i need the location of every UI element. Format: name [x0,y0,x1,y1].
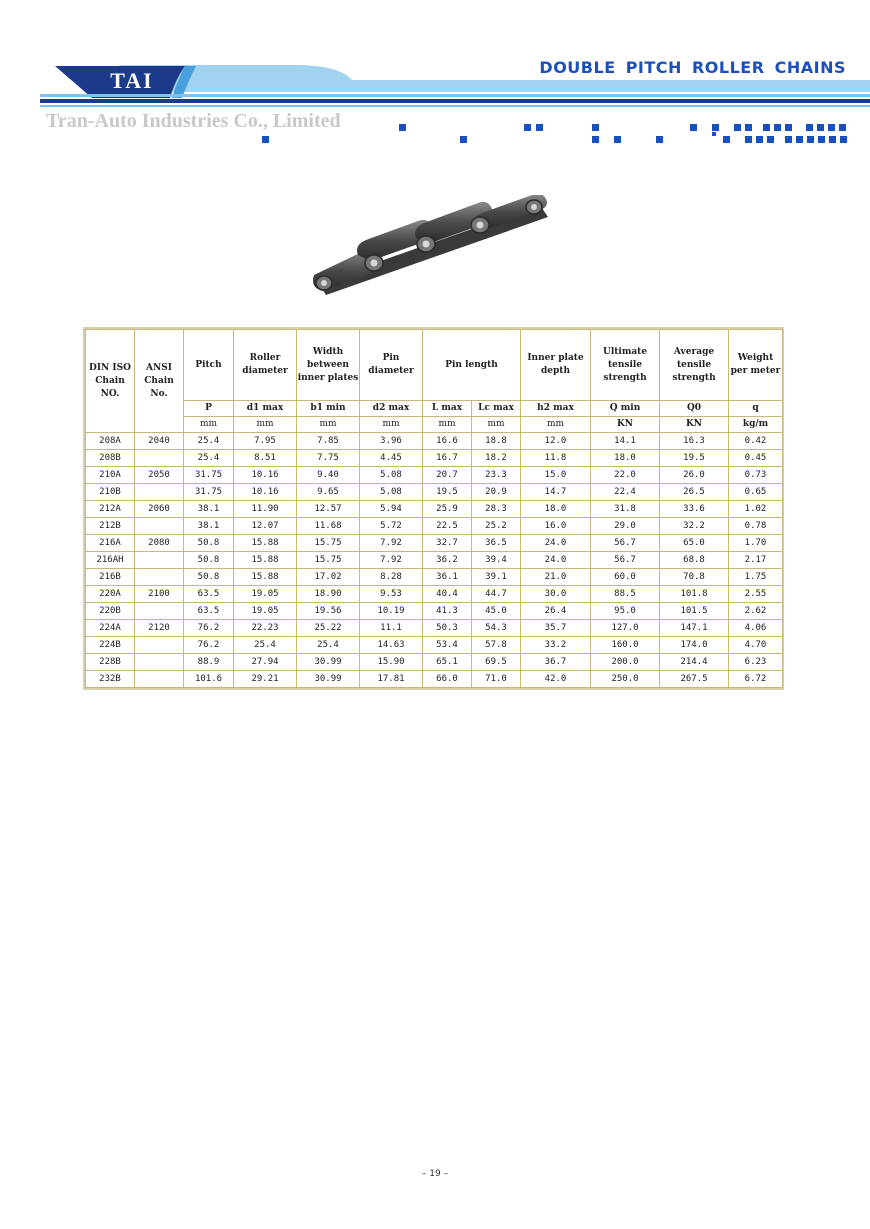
col-header: DIN ISO Chain NO. [86,330,135,433]
table-cell: 2060 [135,501,184,518]
table-cell: 25.22 [297,620,360,637]
table-cell: 9.65 [297,484,360,501]
table-cell: 214.4 [660,654,729,671]
table-cell: 27.94 [234,654,297,671]
table-cell: 33.2 [521,637,591,654]
table-cell: 8.51 [234,450,297,467]
table-cell: 30.99 [297,671,360,688]
symbol-cell: P [184,401,234,417]
table-cell: 88.5 [591,586,660,603]
table-cell: 32.7 [423,535,472,552]
table-cell: 31.75 [184,484,234,501]
table-cell: 25.2 [472,518,521,535]
symbol-cell: d2 max [360,401,423,417]
symbol-cell: d1 max [234,401,297,417]
table-cell: 25.4 [184,450,234,467]
company-name: Tran-Auto Industries Co., Limited [46,110,341,132]
table-cell: 216AH [86,552,135,569]
table-cell: 26.5 [660,484,729,501]
table-cell: 208B [86,450,135,467]
table-cell [135,450,184,467]
table-cell: 68.8 [660,552,729,569]
table-cell: 224B [86,637,135,654]
table-cell: 50.8 [184,569,234,586]
table-cell: 16.0 [521,518,591,535]
table-cell: 0.65 [729,484,783,501]
table-row [86,586,783,603]
table-cell: 56.7 [591,552,660,569]
table-cell: 18.0 [521,501,591,518]
table-cell: 18.8 [472,433,521,450]
table-cell: 2.17 [729,552,783,569]
symbol-cell: q [729,401,783,417]
table-cell: 35.7 [521,620,591,637]
symbol-cell: b1 min [297,401,360,417]
table-cell: 5.72 [360,518,423,535]
table-row [86,603,783,620]
table-cell: 0.42 [729,433,783,450]
table-cell: 31.75 [184,467,234,484]
table-cell: 3.96 [360,433,423,450]
symbol-cell: h2 max [521,401,591,417]
table-cell: 28.3 [472,501,521,518]
unit-cell: mm [360,417,423,433]
symbol-cell: L max [423,401,472,417]
table-cell: 65.1 [423,654,472,671]
table-cell: 228B [86,654,135,671]
table-cell: 9.40 [297,467,360,484]
table-cell: 19.05 [234,586,297,603]
table-cell: 20.7 [423,467,472,484]
table-cell: 5.08 [360,467,423,484]
table-cell: 2100 [135,586,184,603]
table-cell: 0.78 [729,518,783,535]
col-header: Pitch [184,330,234,401]
symbol-cell: Q0 [660,401,729,417]
table-cell: 10.16 [234,484,297,501]
page-number: – 19 – [421,1169,449,1179]
table-row [86,501,783,518]
table-cell: 208A [86,433,135,450]
table-cell: 20.9 [472,484,521,501]
table-cell: 15.90 [360,654,423,671]
symbol-cell: Lc max [472,401,521,417]
table-cell: 0.73 [729,467,783,484]
table-cell: 6.23 [729,654,783,671]
table-cell: 17.81 [360,671,423,688]
table-cell: 25.4 [297,637,360,654]
table-cell: 101.6 [184,671,234,688]
table-cell: 216B [86,569,135,586]
table-cell: 32.2 [660,518,729,535]
table-cell: 212B [86,518,135,535]
table-cell: 5.08 [360,484,423,501]
table-cell: 4.45 [360,450,423,467]
table-cell: 40.4 [423,586,472,603]
table-cell: 7.85 [297,433,360,450]
table-cell: 50.8 [184,535,234,552]
table-cell: 39.1 [472,569,521,586]
page-title: DOUBLE PITCH ROLLER CHAINS [539,58,846,77]
table-cell: 220B [86,603,135,620]
table-cell: 7.75 [297,450,360,467]
table-cell: 1.02 [729,501,783,518]
col-header: Average tensile strength [660,330,729,401]
table-cell: 216A [86,535,135,552]
table-cell: 65.0 [660,535,729,552]
table-cell [135,671,184,688]
table-cell: 36.1 [423,569,472,586]
table-cell: 88.9 [184,654,234,671]
table-cell: 33.6 [660,501,729,518]
spec-table [85,329,783,688]
table-cell: 2.55 [729,586,783,603]
table-cell: 38.1 [184,501,234,518]
table-cell: 11.68 [297,518,360,535]
table-row [86,433,783,450]
table-cell: 25.4 [234,637,297,654]
table-cell: 15.88 [234,535,297,552]
table-cell: 26.0 [660,467,729,484]
table-cell: 2.62 [729,603,783,620]
table-cell: 11.8 [521,450,591,467]
table-cell: 56.7 [591,535,660,552]
table-cell: 76.2 [184,637,234,654]
table-cell [135,518,184,535]
table-cell: 30.99 [297,654,360,671]
table-cell: 14.1 [591,433,660,450]
table-cell: 15.88 [234,552,297,569]
table-row [86,450,783,467]
table-row [86,569,783,586]
table-cell: 18.90 [297,586,360,603]
table-cell: 2080 [135,535,184,552]
table-cell: 1.75 [729,569,783,586]
table-cell: 22.0 [591,467,660,484]
table-cell: 53.4 [423,637,472,654]
table-cell: 14.7 [521,484,591,501]
table-row [86,467,783,484]
table-cell: 210B [86,484,135,501]
table-cell: 50.8 [184,552,234,569]
table-cell [135,569,184,586]
table-cell [135,552,184,569]
table-cell: 69.5 [472,654,521,671]
table-cell: 19.5 [423,484,472,501]
table-cell: 22.4 [591,484,660,501]
table-cell: 71.0 [472,671,521,688]
table-cell: 50.3 [423,620,472,637]
symbol-cell: Q min [591,401,660,417]
table-cell: 19.05 [234,603,297,620]
table-cell: 57.8 [472,637,521,654]
table-cell: 2050 [135,467,184,484]
table-cell: 14.63 [360,637,423,654]
table-cell: 220A [86,586,135,603]
table-cell: 54.3 [472,620,521,637]
table-cell: 25.9 [423,501,472,518]
table-cell: 18.2 [472,450,521,467]
table-cell: 36.7 [521,654,591,671]
table-cell: 63.5 [184,586,234,603]
table-row [86,518,783,535]
table-cell: 60.0 [591,569,660,586]
table-cell: 70.8 [660,569,729,586]
table-cell: 12.0 [521,433,591,450]
table-cell: 19.5 [660,450,729,467]
table-cell: 5.94 [360,501,423,518]
table-cell: 36.2 [423,552,472,569]
table-row [86,484,783,501]
table-cell: 8.28 [360,569,423,586]
table-cell: 7.92 [360,535,423,552]
table-cell: 11.90 [234,501,297,518]
decorative-squares [0,0,870,150]
table-cell [135,637,184,654]
table-cell: 6.72 [729,671,783,688]
table-cell: 1.70 [729,535,783,552]
table-cell [135,603,184,620]
table-cell: 15.75 [297,535,360,552]
table-cell: 24.0 [521,535,591,552]
table-cell: 212A [86,501,135,518]
table-cell: 2120 [135,620,184,637]
unit-cell: KN [660,417,729,433]
table-row [86,637,783,654]
table-cell: 39.4 [472,552,521,569]
table-cell: 9.53 [360,586,423,603]
table-cell: 36.5 [472,535,521,552]
table-row [86,620,783,637]
table-cell: 224A [86,620,135,637]
table-cell: 16.7 [423,450,472,467]
table-cell: 23.3 [472,467,521,484]
table-cell: 21.0 [521,569,591,586]
table-cell: 0.45 [729,450,783,467]
table-cell: 22.5 [423,518,472,535]
unit-cell: kg/m [729,417,783,433]
table-cell: 12.07 [234,518,297,535]
table-cell: 101.5 [660,603,729,620]
table-cell: 7.95 [234,433,297,450]
table-cell: 11.1 [360,620,423,637]
unit-cell: mm [184,417,234,433]
spec-table-body [86,433,783,688]
col-header: Weight per meter [729,330,783,401]
spec-table-frame [83,327,784,690]
table-cell: 232B [86,671,135,688]
table-cell: 30.0 [521,586,591,603]
table-cell: 38.1 [184,518,234,535]
table-cell: 174.0 [660,637,729,654]
table-cell: 42.0 [521,671,591,688]
table-cell: 147.1 [660,620,729,637]
table-cell: 15.0 [521,467,591,484]
table-cell: 10.19 [360,603,423,620]
table-row [86,535,783,552]
table-cell: 17.02 [297,569,360,586]
table-row [86,671,783,688]
table-cell: 267.5 [660,671,729,688]
unit-cell: mm [423,417,472,433]
col-header: ANSI Chain No. [135,330,184,433]
table-cell: 250.0 [591,671,660,688]
table-cell: 15.75 [297,552,360,569]
chain-photo [300,195,560,310]
table-cell: 18.0 [591,450,660,467]
table-cell: 41.3 [423,603,472,620]
table-cell: 10.16 [234,467,297,484]
col-header: Ultimate tensile strength [591,330,660,401]
table-cell: 31.8 [591,501,660,518]
table-row [86,552,783,569]
col-header: Pin length [423,330,521,401]
table-cell: 66.0 [423,671,472,688]
table-cell: 44.7 [472,586,521,603]
table-cell: 16.3 [660,433,729,450]
table-cell [135,484,184,501]
table-cell: 7.92 [360,552,423,569]
unit-cell: mm [297,417,360,433]
table-cell: 15.88 [234,569,297,586]
table-cell: 45.0 [472,603,521,620]
table-cell: 29.21 [234,671,297,688]
table-cell: 95.0 [591,603,660,620]
table-cell: 200.0 [591,654,660,671]
col-header: Width between inner plates [297,330,360,401]
unit-cell: mm [521,417,591,433]
logo: TAI [110,68,154,93]
table-cell: 16.6 [423,433,472,450]
table-cell: 29.0 [591,518,660,535]
table-cell [135,654,184,671]
unit-cell: KN [591,417,660,433]
table-cell: 160.0 [591,637,660,654]
table-cell: 76.2 [184,620,234,637]
table-cell: 22.23 [234,620,297,637]
table-row [86,654,783,671]
col-header: Pin diameter [360,330,423,401]
table-cell: 4.06 [729,620,783,637]
table-cell: 101.8 [660,586,729,603]
table-cell: 210A [86,467,135,484]
table-cell: 4.70 [729,637,783,654]
col-header: Roller diameter [234,330,297,401]
table-cell: 12.57 [297,501,360,518]
unit-cell: mm [234,417,297,433]
table-cell: 25.4 [184,433,234,450]
table-cell: 24.0 [521,552,591,569]
table-cell: 26.4 [521,603,591,620]
table-cell: 2040 [135,433,184,450]
table-cell: 127.0 [591,620,660,637]
table-cell: 19.56 [297,603,360,620]
col-header: Inner plate depth [521,330,591,401]
table-cell: 63.5 [184,603,234,620]
unit-cell: mm [472,417,521,433]
